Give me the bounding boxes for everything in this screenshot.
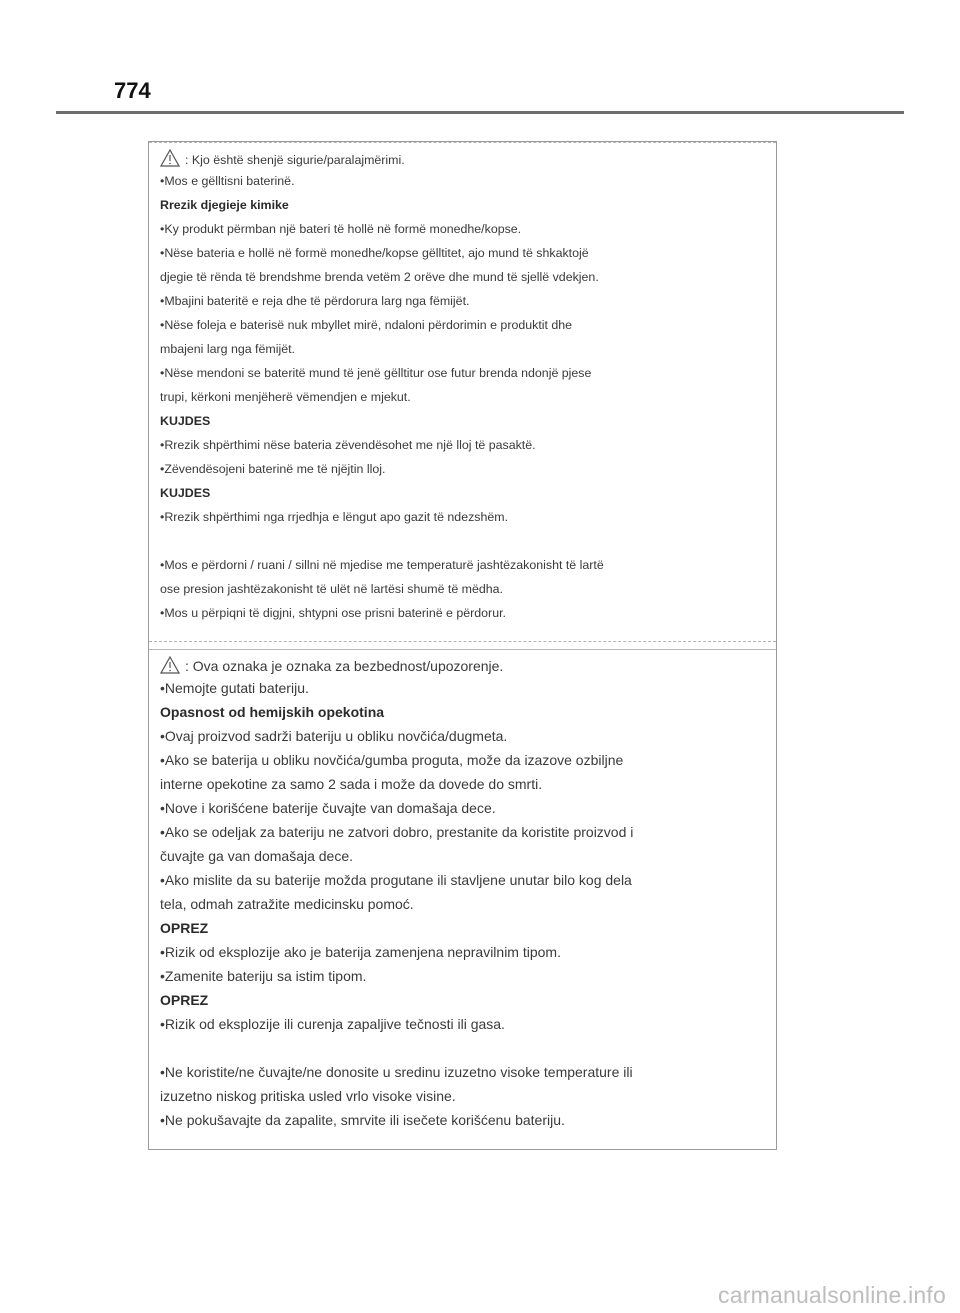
text-line <box>160 245 589 261</box>
line-text: •Mos e përdorni / ruani / sillni në mjedise me temperaturë jashtëzakonisht të lartë <box>160 558 604 572</box>
line-text: djegie të rënda të brendshme brenda vetëm 2 orëve dhe mund të sjellë vdekjen. <box>160 270 599 284</box>
section-heading <box>160 704 384 720</box>
line-text: •Nëse foleja e baterisë nuk mbyllet mirë, ndaloni përdorimin e produktit dhe <box>160 318 573 332</box>
text-line <box>160 605 506 621</box>
text-line <box>160 365 591 381</box>
text-line <box>160 872 632 888</box>
line-text: ose presion jashtëzakonisht të ulët në lartësi shumë të mëdha. <box>160 582 504 596</box>
text-line <box>160 293 469 309</box>
caution-label <box>160 992 208 1008</box>
text-line <box>160 581 503 597</box>
caution-label <box>160 920 208 936</box>
line-text: interne opekotine za samo 2 sada i može da dovede do smrti. <box>160 776 543 792</box>
text-line <box>160 509 508 525</box>
warning-line <box>160 656 503 674</box>
text-line <box>160 752 623 768</box>
line-text: •Rizik od eksplozije ili curenja zapaljive tečnosti ili gasa. <box>160 1016 505 1032</box>
section-serbian <box>149 649 776 1149</box>
line-text: izuzetno niskog pritiska usled vrlo visoke visine. <box>160 1088 456 1104</box>
line-text: •Nove i korišćene baterije čuvajte van domašaja dece. <box>160 800 496 816</box>
line-text: mbajeni larg nga fëmijët. <box>160 342 295 356</box>
line-text: •Ne koristite/ne čuvajte/ne donosite u sredinu izuzetno visoke temperature ili <box>160 1064 633 1080</box>
line-text: •Ovaj proizvod sadrži bateriju u obliku novčića/dugmeta. <box>160 728 508 744</box>
text-line <box>160 173 295 189</box>
header-rule <box>56 111 904 114</box>
line-text: Opasnost od hemijskih opekotina <box>160 704 385 720</box>
line-text: KUJDES <box>160 486 211 500</box>
text-line <box>160 800 496 816</box>
text-line <box>160 896 414 912</box>
text-line <box>160 269 599 285</box>
line-text: : Ova oznaka je oznaka za bezbednost/upozorenje. <box>185 658 504 674</box>
text-line <box>160 728 507 744</box>
line-text: •Nëse bateria e hollë në formë monedhe/kopse gëlltitet, ajo mund të shkaktojë <box>160 246 589 260</box>
section-heading <box>160 197 289 213</box>
line-text: •Ky produkt përmban një bateri të hollë në formë monedhe/kopse. <box>160 222 522 236</box>
watermark: carmanualsonline.info <box>718 1282 946 1308</box>
text-line <box>160 341 295 357</box>
text-line <box>160 1112 565 1128</box>
text-line <box>160 944 561 960</box>
text-line <box>160 824 633 840</box>
line-text: •Ako mislite da su baterije možda progutane ili stavljene unutar bilo kog dela <box>160 872 632 888</box>
text-line <box>160 461 385 477</box>
text-line <box>160 1064 633 1080</box>
text-line <box>160 776 542 792</box>
line-text: tela, odmah zatražite medicinsku pomoć. <box>160 896 414 912</box>
text-line <box>160 1016 505 1032</box>
text-line <box>160 1088 456 1104</box>
line-text: •Rizik od eksplozije ako je baterija zamenjena nepravilnim tipom. <box>160 944 561 960</box>
line-text: •Rrezik shpërthimi nëse bateria zëvendësohet me një lloj të pasaktë. <box>160 438 536 452</box>
caution-label <box>160 485 210 501</box>
page-number: 774 <box>114 78 151 103</box>
line-text: •Mbajini bateritë e reja dhe të përdorura larg nga fëmijët. <box>160 294 470 308</box>
line-text: •Mos u përpiqni të digjni, shtypni ose prisni baterinë e përdorur. <box>160 606 506 620</box>
line-text: KUJDES <box>160 414 211 428</box>
text-line <box>160 389 411 405</box>
text-line <box>160 848 353 864</box>
line-text: OPREZ <box>160 920 209 936</box>
line-text: •Nëse mendoni se bateritë mund të jenë gëlltitur ose futur brenda ndonjë pjese <box>160 366 592 380</box>
section-albanian <box>149 142 776 642</box>
warning-triangle-icon <box>160 656 180 674</box>
line-text: OPREZ <box>160 992 209 1008</box>
warning-line <box>160 149 405 168</box>
line-text: •Zamenite bateriju sa istim tipom. <box>160 968 367 984</box>
line-text: : Kjo është shenjë sigurie/paralajmërimi. <box>185 153 405 167</box>
line-text: •Nemojte gutati bateriju. <box>160 680 309 696</box>
text-line <box>160 557 604 573</box>
line-text: čuvajte ga van domašaja dece. <box>160 848 354 864</box>
text-line <box>160 221 521 237</box>
line-text: •Ne pokušavajte da zapalite, smrvite ili isečete korišćenu bateriju. <box>160 1112 565 1128</box>
text-line <box>160 680 309 696</box>
line-text: •Ako se odeljak za bateriju ne zatvori dobro, prestanite da koristite proizvod i <box>160 824 634 840</box>
warning-triangle-icon <box>160 149 180 167</box>
line-text: •Zëvendësojeni baterinë me të njëjtin lloj. <box>160 462 386 476</box>
line-text: Rrezik djegieje kimike <box>160 198 289 212</box>
line-text: •Ako se baterija u obliku novčića/gumba proguta, može da izazove ozbiljne <box>160 752 624 768</box>
line-text: trupi, kërkoni menjëherë vëmendjen e mjekut. <box>160 390 411 404</box>
text-line <box>160 437 536 453</box>
text-line <box>160 968 366 984</box>
text-line <box>160 317 572 333</box>
caution-label <box>160 413 210 429</box>
safety-warning-box <box>148 141 777 1150</box>
line-text: •Mos e gëlltisni baterinë. <box>160 174 295 188</box>
line-text: •Rrezik shpërthimi nga rrjedhja e lëngut apo gazit të ndezshëm. <box>160 510 509 524</box>
